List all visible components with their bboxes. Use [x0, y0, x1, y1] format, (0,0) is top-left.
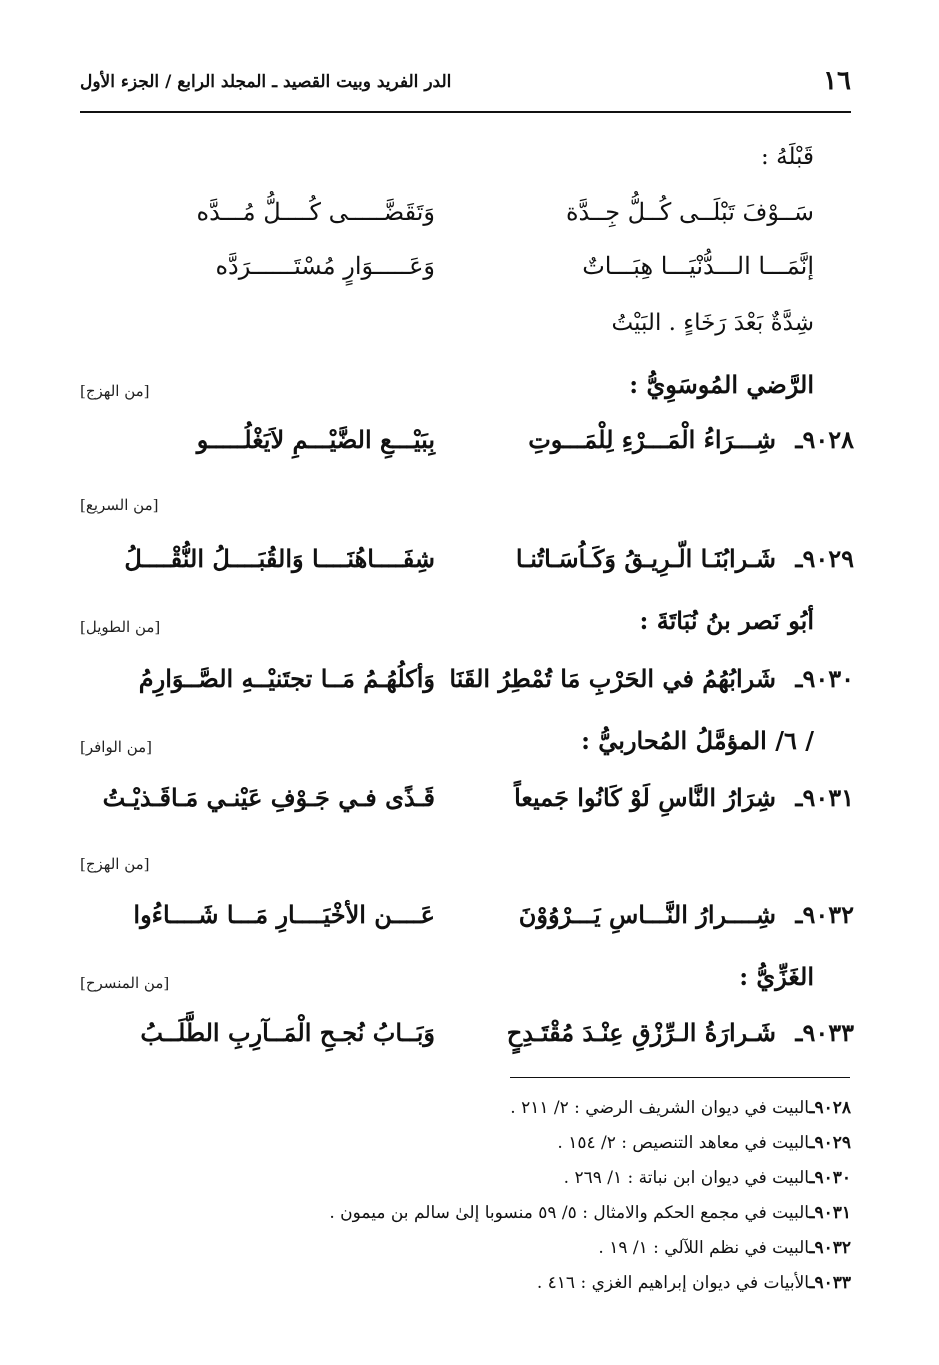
meter-label: [من الوافر]: [80, 738, 153, 756]
poet-heading: / ٦/ المؤمَّلُ المُحاربيُّ :: [581, 726, 814, 755]
verse-number: ٩٠٢٨ـ: [795, 425, 854, 454]
hemistich-second: وَأكلُهُـمُ مَــا تجتَنيْــهِ الصَّــوَارِمُ: [138, 664, 435, 693]
verse-9030: [95, 664, 854, 710]
running-title: الدر الفريد وبيت القصيد ـ المجلد الرابع / الجزء الأول: [80, 72, 452, 92]
hemistich-first: شَـرابُنَـا الّـرِيـقُ وَكَـاُسَـاتُنـا: [515, 544, 776, 573]
hemistich-first: شِــــرارُ النَّـــاسِ يَـــرْوُوْنَ: [518, 900, 776, 929]
verse-9032: [95, 900, 854, 946]
hemistich-second: بِبَيْـــعِ الضَّيْـــمِ لاَيَغْلُـــــو: [196, 425, 435, 454]
footnote-number: ٩٠٣٣ـ: [809, 1273, 851, 1293]
footnote: [329, 1273, 851, 1308]
footnotes: [329, 1098, 851, 1308]
hemistich-first: شَرابُهُمُ في الحَرْبِ مَا تُمْطِرُ القَنَا: [449, 664, 776, 693]
header-rule: [80, 111, 851, 113]
hemistich-first: إنَّمَـــا الـــدُّنْيَـــا هِبَـــاتٌ: [582, 252, 814, 280]
footnote-text: الأبيات في ديوان إبراهيم الغزي : ٤١٦ .: [536, 1273, 810, 1293]
footnotes-rule: [510, 1077, 850, 1078]
hemistich-second: قَـذًى فـي جَـوْفِ عَيْنـي مَـاقَـذيْـتُ: [102, 783, 435, 812]
footnote-text: البيت في ديوان الشريف الرضي : ٢/ ٢١١ .: [510, 1098, 810, 1118]
footnote-number: ٩٠٢٨ـ: [809, 1098, 851, 1118]
footnote: [329, 1203, 851, 1238]
hemistich-first: سَــوْفَ تَبْلَــى كُــلُّ جِــدَّة: [565, 198, 814, 226]
footnote-number: ٩٠٣٢ـ: [809, 1238, 851, 1258]
meter-label: [من المنسرح]: [80, 974, 170, 992]
before-label: قَبْلَهُ :: [761, 144, 814, 170]
hemistich-second: وَبَــابُ نُجـحِ الْمَــآرِبِ الطَّلَــبُ: [140, 1018, 435, 1047]
hemistich-first: شِـــرَاءُ الْمَـــرْءِ لِلْمَـــوتِ: [528, 425, 776, 454]
footnote-text: البيت في نظم اللآلي : ١/ ١٩ .: [598, 1238, 810, 1258]
verse-number: ٩٠٣١ـ: [795, 783, 854, 812]
footnote: [329, 1098, 851, 1133]
poet-heading: أبُو نَصر بنُ نُبَاتَةَ :: [639, 606, 814, 635]
footnote-number: ٩٠٢٩ـ: [809, 1133, 851, 1153]
footnote-text: البيت في مجمع الحكم والامثال : ٥/ ٥٩ منسوبا إلىٰ سالم بن ميمون .: [329, 1203, 810, 1223]
hemistich-second: وَعَـــــوَارٍ مُسْتَــــــرَدَّه: [215, 252, 435, 280]
preceding-verse: [95, 198, 854, 244]
hemistich-first: شَـرارَةُ الـرِّزْقِ عِنْـدَ مُقْتَـدِحٍ: [506, 1018, 776, 1047]
hemistich-second: عَــــن الأخْيَــــارِ مَـــا شَــــاءُوا: [133, 900, 435, 929]
footnote-number: ٩٠٣١ـ: [809, 1203, 851, 1223]
hemistich-second: شِفَــــاهُنَــــا وَالقُبَــــلُ النُّقْــــلُ: [124, 544, 435, 573]
verse-number: ٩٠٢٩ـ: [795, 544, 854, 573]
poet-heading: الرَّضي المُوسَوِيُّ :: [629, 370, 814, 399]
footnote: [329, 1238, 851, 1273]
verse-number: ٩٠٣٣ـ: [795, 1018, 854, 1047]
verse-9031: [95, 783, 854, 829]
after-text: شِدَّةٌ بَعْدَ رَخَاءٍ . البَيْتُ: [611, 310, 814, 336]
page-header: [80, 66, 851, 106]
footnote-text: البيت في معاهد التنصيص : ٢/ ١٥٤ .: [557, 1133, 810, 1153]
verse-number: ٩٠٣٠ـ: [795, 664, 854, 693]
page-number: ١٦: [823, 66, 851, 96]
meter-label: [من السريع]: [80, 496, 159, 514]
verse-number: ٩٠٣٢ـ: [795, 900, 854, 929]
footnote: [329, 1133, 851, 1168]
hemistich-first: شِرَارُ النَّاسِ لَوْ كَانُوا جَميعاً: [514, 783, 776, 812]
meter-label: [من الهزج]: [80, 382, 150, 400]
hemistich-second: وَتَقَضَّـــــى كُــــلُّ مُـــدَّه: [196, 198, 435, 226]
verse-9028: [95, 425, 854, 471]
preceding-verse: [95, 252, 854, 298]
footnote-number: ٩٠٣٠ـ: [809, 1168, 851, 1188]
poet-heading: الغَزِّيُّ :: [739, 962, 814, 991]
verse-9033: [95, 1018, 854, 1064]
footnote-text: البيت في ديوان ابن نباتة : ١/ ٢٦٩ .: [563, 1168, 810, 1188]
footnote: [329, 1168, 851, 1203]
meter-label: [من الطويل]: [80, 618, 161, 636]
meter-label: [من الهزج]: [80, 855, 150, 873]
verse-9029: [95, 544, 854, 590]
